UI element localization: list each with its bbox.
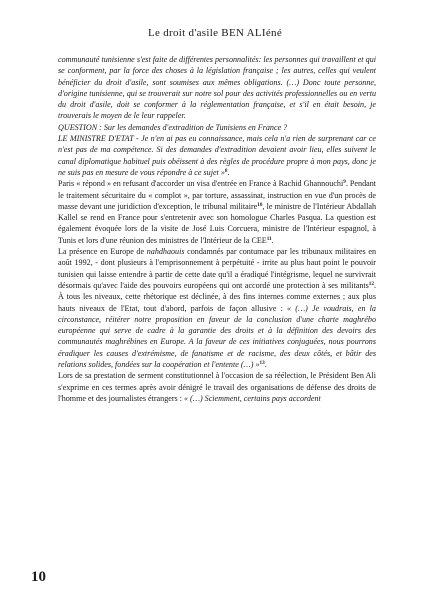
paragraph-presence-europe xyxy=(58,246,376,370)
text-fragment: , le ministre de l'Intérieur Abdallah Kallel se rend en France pour s'entretenir avec son homologue Charles Pasqua. La question est également évoquée lors de la visite de José Luis Corcuera, ministre de l'Intérieur espagnol, à Tunis et lors d'une réunion des ministres de l'Intérieur de la CEE xyxy=(58,201,376,245)
text-fragment: . xyxy=(271,235,274,245)
footnote-ref-10: 10 xyxy=(257,201,263,208)
footnote-ref-12: 12 xyxy=(368,280,374,287)
text-fragment: Paris « répond » en refusant d'accorder un visa d'entrée en France à Rachid Ghannouchi xyxy=(58,179,344,189)
page-header: Le droit d'asile BEN ALIéné xyxy=(147,27,283,39)
italic-quote: « (…) Je voudrais, en la circonstance, réitérer notre proposition en faveur de la conclusion d'une charte maghrébo européenne qui serve de cadre à la garantie des droits et à la définition des devoirs des communautés maghrébines en Europe. A la faveur de ces initiatives conjuguées, nous pourrons éradiquer les causes d'extrémisme, de fanatisme et de racisme, des deux côtés, et bâtir des relations solides, fondées sur la coopération et l'entente (…) » xyxy=(58,303,376,370)
text-fragment: condamnés par contumace par les tribunaux militaires en août 1992, - dont plusieurs à l'emprisonnement à perpétuité - irrite au plus haut point le pouvoir tunisien qui laisse entendre à partir de cette date qu'il a éradiqué l'intégrisme, lequel ne survivrait désormais qu'avec l'aide des pouvoirs européens qui ont accordé une protection à ses militants xyxy=(58,247,376,290)
text-fragment: La présence en Europe de xyxy=(58,247,147,257)
paragraph-oath xyxy=(58,370,376,404)
text-fragment: Lors de sa prestation de serment constitutionnel à l'occasion de sa réélection, le Président Ben Ali s'exprime en ces termes après avoir dénigré le travail des organisations de défense des droits de l'homme et des journalistes étrangers : xyxy=(58,371,376,403)
text-fragment: . xyxy=(227,167,230,177)
text-fragment: . À tous les niveaux, cette rhétorique est déclinée, à des fins internes comme externes ; aux plus hauts niveaux de l'Etat, tout d'abord, parfois de façon allusive : xyxy=(58,280,376,313)
text-fragment: . xyxy=(264,360,267,370)
footnote-ref-9: 9 xyxy=(343,179,346,186)
paragraph-paris-response xyxy=(58,178,376,246)
page-number: 10 xyxy=(31,569,46,585)
document-body xyxy=(58,54,376,404)
paragraph-minister-answer xyxy=(58,133,376,178)
minister-answer-text: LE MINISTRE D'ETAT - Je n'en ai pas eu connaissance, mais cela n'a rien de surprenant car ce n'est pas de ma compétence. Si des demandes d'extradition devaient avoir lieu, elles suivent le canal diplomatique habituel puis obéissent à des règles de procédure propre à mon pays, donc je ne suis pas en mesure de vous répondre à ce sujet » xyxy=(58,134,376,177)
footnote-ref-8: 8 xyxy=(224,167,228,174)
paragraph-question: QUESTION : Sur les demandes d'extradition de Tunisiens en France ? xyxy=(58,122,288,132)
paragraph-quote-continuation: communauté tunisienne s'est faite de différentes personnalités: les personnes qui travaillent et qui se conforment, par la force des choses à la législation française ; les autres, celles qui veulent bénéficier du droit d'asile, sont soumises aux mêmes obligations. (…) Donc toute personne, d'origine tunisienne, qui se trouverait sur notre sol pour des activités professionnelles ou en vertu du droit d'asile, doit se conformer à la réglementation française, et s'il en était besoin, je trouverais le moyen de le leur rappeler. xyxy=(58,55,376,121)
italic-quote: « (…) Sciemment, certains pays accordent xyxy=(183,393,321,403)
footnote-ref-11: 11 xyxy=(266,235,272,242)
text-fragment: . Pendant le traitement sécuritaire du « complot », par torture, assassinat, instruction en vue d'un procès de masse devant une juridiction d'exception, le tribunal militaire xyxy=(58,179,377,211)
italic-term: nahdhaouis xyxy=(146,247,185,257)
footnote-ref-13: 13 xyxy=(259,360,265,367)
